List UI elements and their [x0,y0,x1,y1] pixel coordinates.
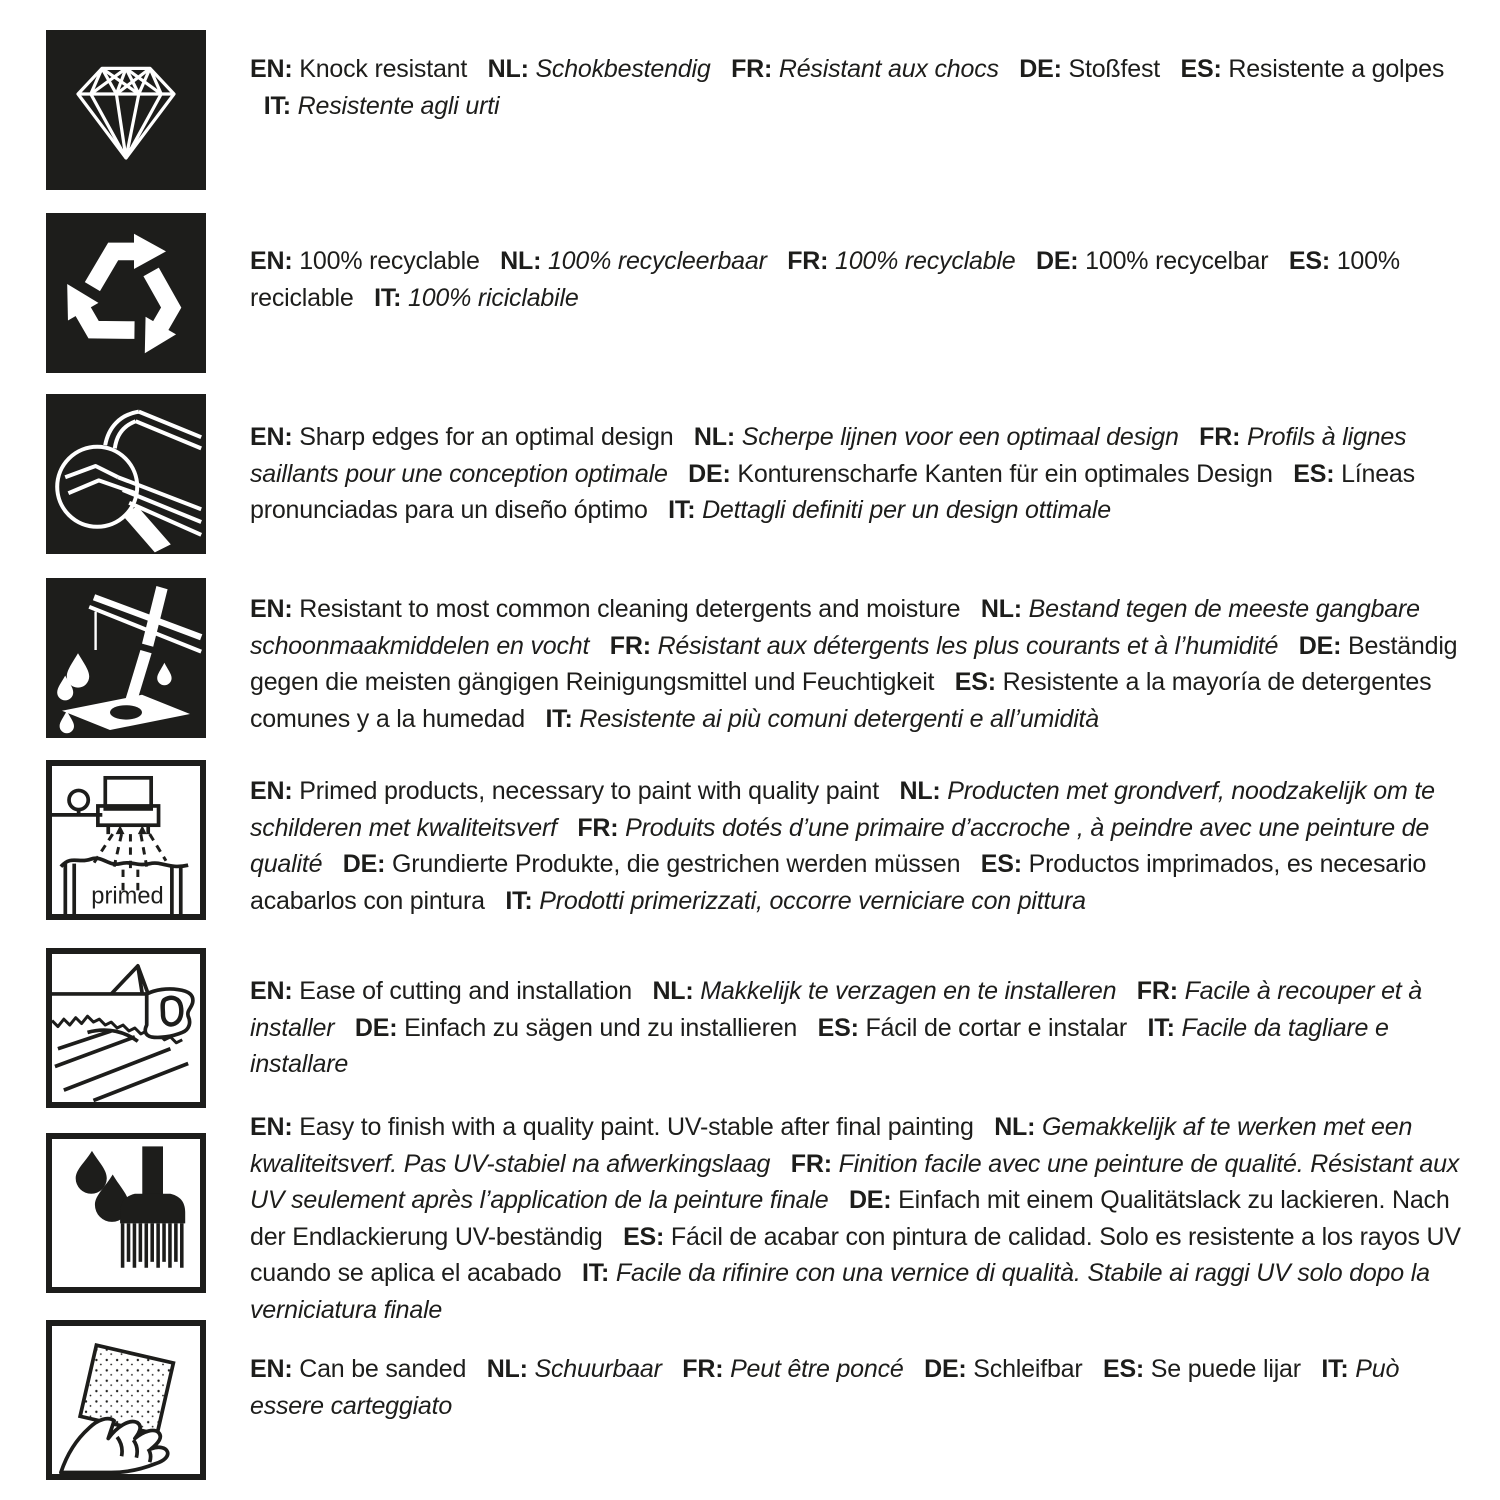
lang-label: FR: [609,631,651,660]
primer-spray-icon [46,760,206,920]
lang-label: EN: [250,777,293,805]
lang-text: Se puede lijar [1144,1355,1301,1383]
lang-text: 100% recyclable [828,247,1016,275]
lang-text: Resistente a golpes [1221,55,1445,83]
lang-label: EN: [250,1113,293,1141]
feature-text [250,419,1465,529]
lang-label: DE: [1035,247,1079,275]
lang-label: NL: [693,423,735,451]
lang-label: NL: [899,777,941,805]
lang-label: FR: [577,813,619,842]
lang-label: IT: [374,283,402,312]
lang-label: ES: [1293,459,1335,488]
lang-entry [545,705,1099,733]
lang-text: 100% reciclable [250,247,1400,312]
lang-entry [731,55,999,83]
lang-text: Facile da tagliare e installare [250,1013,1389,1078]
lang-entry [250,247,480,275]
lang-text: Einfach zu sägen und zu installieren [397,1013,798,1042]
lang-entry [610,632,1279,660]
lang-entry [1036,247,1268,275]
lang-text: Konturenscharfe Kanten für ein optimales Design [730,459,1273,488]
lang-label: IT: [1147,1013,1175,1042]
feature-text [250,973,1465,1083]
lang-text: Líneas pronunciadas para un diseño óptimo [250,459,1415,524]
handsaw-icon [46,948,206,1108]
lang-label: EN: [250,247,293,275]
lang-text: 100% recycleerbaar [541,247,767,275]
lang-text: Productos imprimados, es necesario acabarlos con pintura [250,850,1427,915]
feature-text [250,243,1465,316]
lang-entry [668,496,1111,524]
lang-label: IT: [668,496,696,524]
lang-text: Bestand tegen de meeste gangbare schoonmaakmiddelen en vocht [250,595,1420,660]
lang-entry [688,460,1273,488]
lang-text: Grundierte Produkte, die gestrichen werden müssen [385,850,961,878]
lang-label: NL: [980,595,1022,623]
lang-label: FR: [790,1149,832,1178]
sanding-hand-icon [46,1320,206,1480]
lang-entry [250,423,673,451]
lang-text: Schleifbar [966,1355,1083,1383]
recycle-icon [46,213,206,373]
lang-entry [682,1355,903,1383]
lang-entry [250,1113,974,1141]
paintbrush-drops-icon [46,1133,206,1293]
lang-text: 100% recycelbar [1078,247,1269,275]
lang-text: Fácil de acabar con pintura de calidad. Solo es resistente a los rayos UV cuando se aplica el acabado [250,1222,1461,1287]
lang-label: DE: [342,850,386,878]
lang-entry [500,247,767,275]
lang-text: Resistente a la mayoría de detergentes comunes y a la humedad [250,668,1432,733]
lang-entry [487,1355,662,1383]
lang-entry [374,284,578,312]
lang-label: NL: [500,247,542,275]
lang-label: NL: [487,55,529,83]
lang-label: EN: [250,1355,293,1383]
lang-text: Prodotti primerizzati, occorre verniciare con pittura [532,886,1086,915]
lang-entry [505,887,1085,915]
lang-entry [1019,55,1160,83]
lang-label: IT: [505,886,533,915]
lang-label: ES: [1180,55,1222,83]
lang-label: EN: [250,977,293,1005]
lang-text: Resistente agli urti [290,91,500,120]
lang-label: ES: [1102,1355,1145,1383]
lang-text: Résistant aux détergents les plus courants et à l’humidité [650,631,1279,660]
lang-entry [250,595,960,623]
lang-entry [1103,1355,1301,1383]
lang-text: Scherpe lijnen voor een optimaal design [734,423,1179,451]
lang-entry [652,977,1116,1005]
lang-label: ES: [623,1222,665,1251]
lang-label: FR: [682,1355,724,1383]
lang-text: Peut être poncé [723,1355,904,1383]
lang-label: DE: [924,1355,967,1383]
feature-text [250,773,1465,919]
magnifier-sharp-edge-icon [46,394,206,554]
lang-text: Makkelijk te verzagen en te installeren [693,977,1117,1005]
lang-entry [264,92,500,120]
lang-label: EN: [250,423,293,451]
lang-text: Profils à lignes saillants pour une conception optimale [250,423,1407,488]
lang-label: DE: [354,1013,398,1042]
lang-label: DE: [1298,631,1342,660]
lang-label: NL: [486,1355,528,1383]
lang-entry [250,1355,466,1383]
lang-text: Einfach mit einem Qualitätslack zu lackieren. Nach der Endlackierung UV-beständig [250,1186,1450,1251]
lang-text: Può essere carteggiato [250,1355,1400,1420]
lang-text: Schokbestendig [528,55,711,83]
lang-entry [355,1014,797,1042]
lang-text: Fácil de cortar e instalar [858,1013,1128,1042]
lang-label: ES: [954,668,996,696]
lang-text: Résistant aux chocs [772,55,999,83]
lang-entry [694,423,1179,451]
lang-text: Primed products, necessary to paint with quality paint [292,777,879,805]
lang-text: Resistant to most common cleaning detergents and moisture [292,595,961,623]
lang-label: NL: [652,977,694,1005]
lang-entry [1181,55,1445,83]
lang-label: EN: [250,55,293,83]
lang-text: Produits dotés d’une primaire d’accroche , à peindre avec une peinture de qualité [250,813,1430,878]
lang-text: Resistente ai più comuni detergenti e all’umidità [572,704,1100,733]
lang-label: IT: [1321,1355,1349,1383]
lang-text: Sharp edges for an optimal design [292,423,674,451]
lang-label: ES: [1288,247,1330,275]
lang-label: IT: [263,91,291,120]
mop-cleaning-icon [46,578,206,738]
lang-text: 100% riciclabile [401,283,579,312]
lang-label: DE: [688,459,731,488]
lang-label: FR: [731,55,773,83]
lang-text: Facile da rifinire con una vernice di qualità. Stabile ai raggi UV solo dopo la verniciatura finale [250,1259,1430,1324]
lang-text: 100% recyclable [292,247,480,275]
lang-entry [250,55,467,83]
lang-entry [818,1014,1127,1042]
lang-text: Can be sanded [292,1355,467,1383]
lang-text: Dettagli definiti per un design ottimale [695,496,1111,524]
lang-text: Easy to finish with a quality paint. UV-stable after final painting [292,1113,974,1141]
lang-label: ES: [980,850,1022,878]
lang-text: Facile à recouper et à installer [250,977,1422,1042]
lang-entry [924,1355,1082,1383]
lang-text: Gemakkelijk af te werken met een kwaliteitsverf. Pas UV-stabiel na afwerkingslaag [250,1113,1413,1178]
lang-label: IT: [545,704,573,733]
lang-label: NL: [994,1113,1036,1141]
lang-label: FR: [1199,423,1241,451]
lang-entry [343,850,961,878]
lang-entry [250,977,632,1005]
lang-text: Schuurbaar [527,1355,662,1383]
feature-text [250,1351,1465,1424]
lang-label: IT: [582,1259,610,1287]
feature-text [250,591,1465,737]
lang-label: ES: [817,1013,859,1042]
lang-entry [250,777,879,805]
lang-label: DE: [1019,55,1062,83]
feature-text [250,51,1465,124]
lang-label: EN: [250,595,293,623]
lang-label: FR: [1136,977,1178,1005]
lang-text: Stoßfest [1061,55,1161,83]
feature-text [250,1109,1465,1328]
lang-text: Beständig gegen die meisten gängigen Reinigungsmittel und Feuchtigkeit [250,631,1458,696]
lang-entry [787,247,1015,275]
lang-label: FR: [787,247,829,275]
diamond-icon [46,30,206,190]
lang-text: Finition facile avec une peinture de qualité. Résistant aux UV seulement après l’application de la peinture finale [250,1149,1460,1214]
lang-text: Knock resistant [292,55,468,83]
lang-text: Ease of cutting and installation [292,977,632,1005]
lang-label: DE: [848,1186,892,1214]
lang-text: Producten met grondverf, noodzakelijk om te schilderen met kwaliteitsverf [250,777,1435,842]
lang-entry [488,55,711,83]
primed-label: primed [91,883,164,910]
